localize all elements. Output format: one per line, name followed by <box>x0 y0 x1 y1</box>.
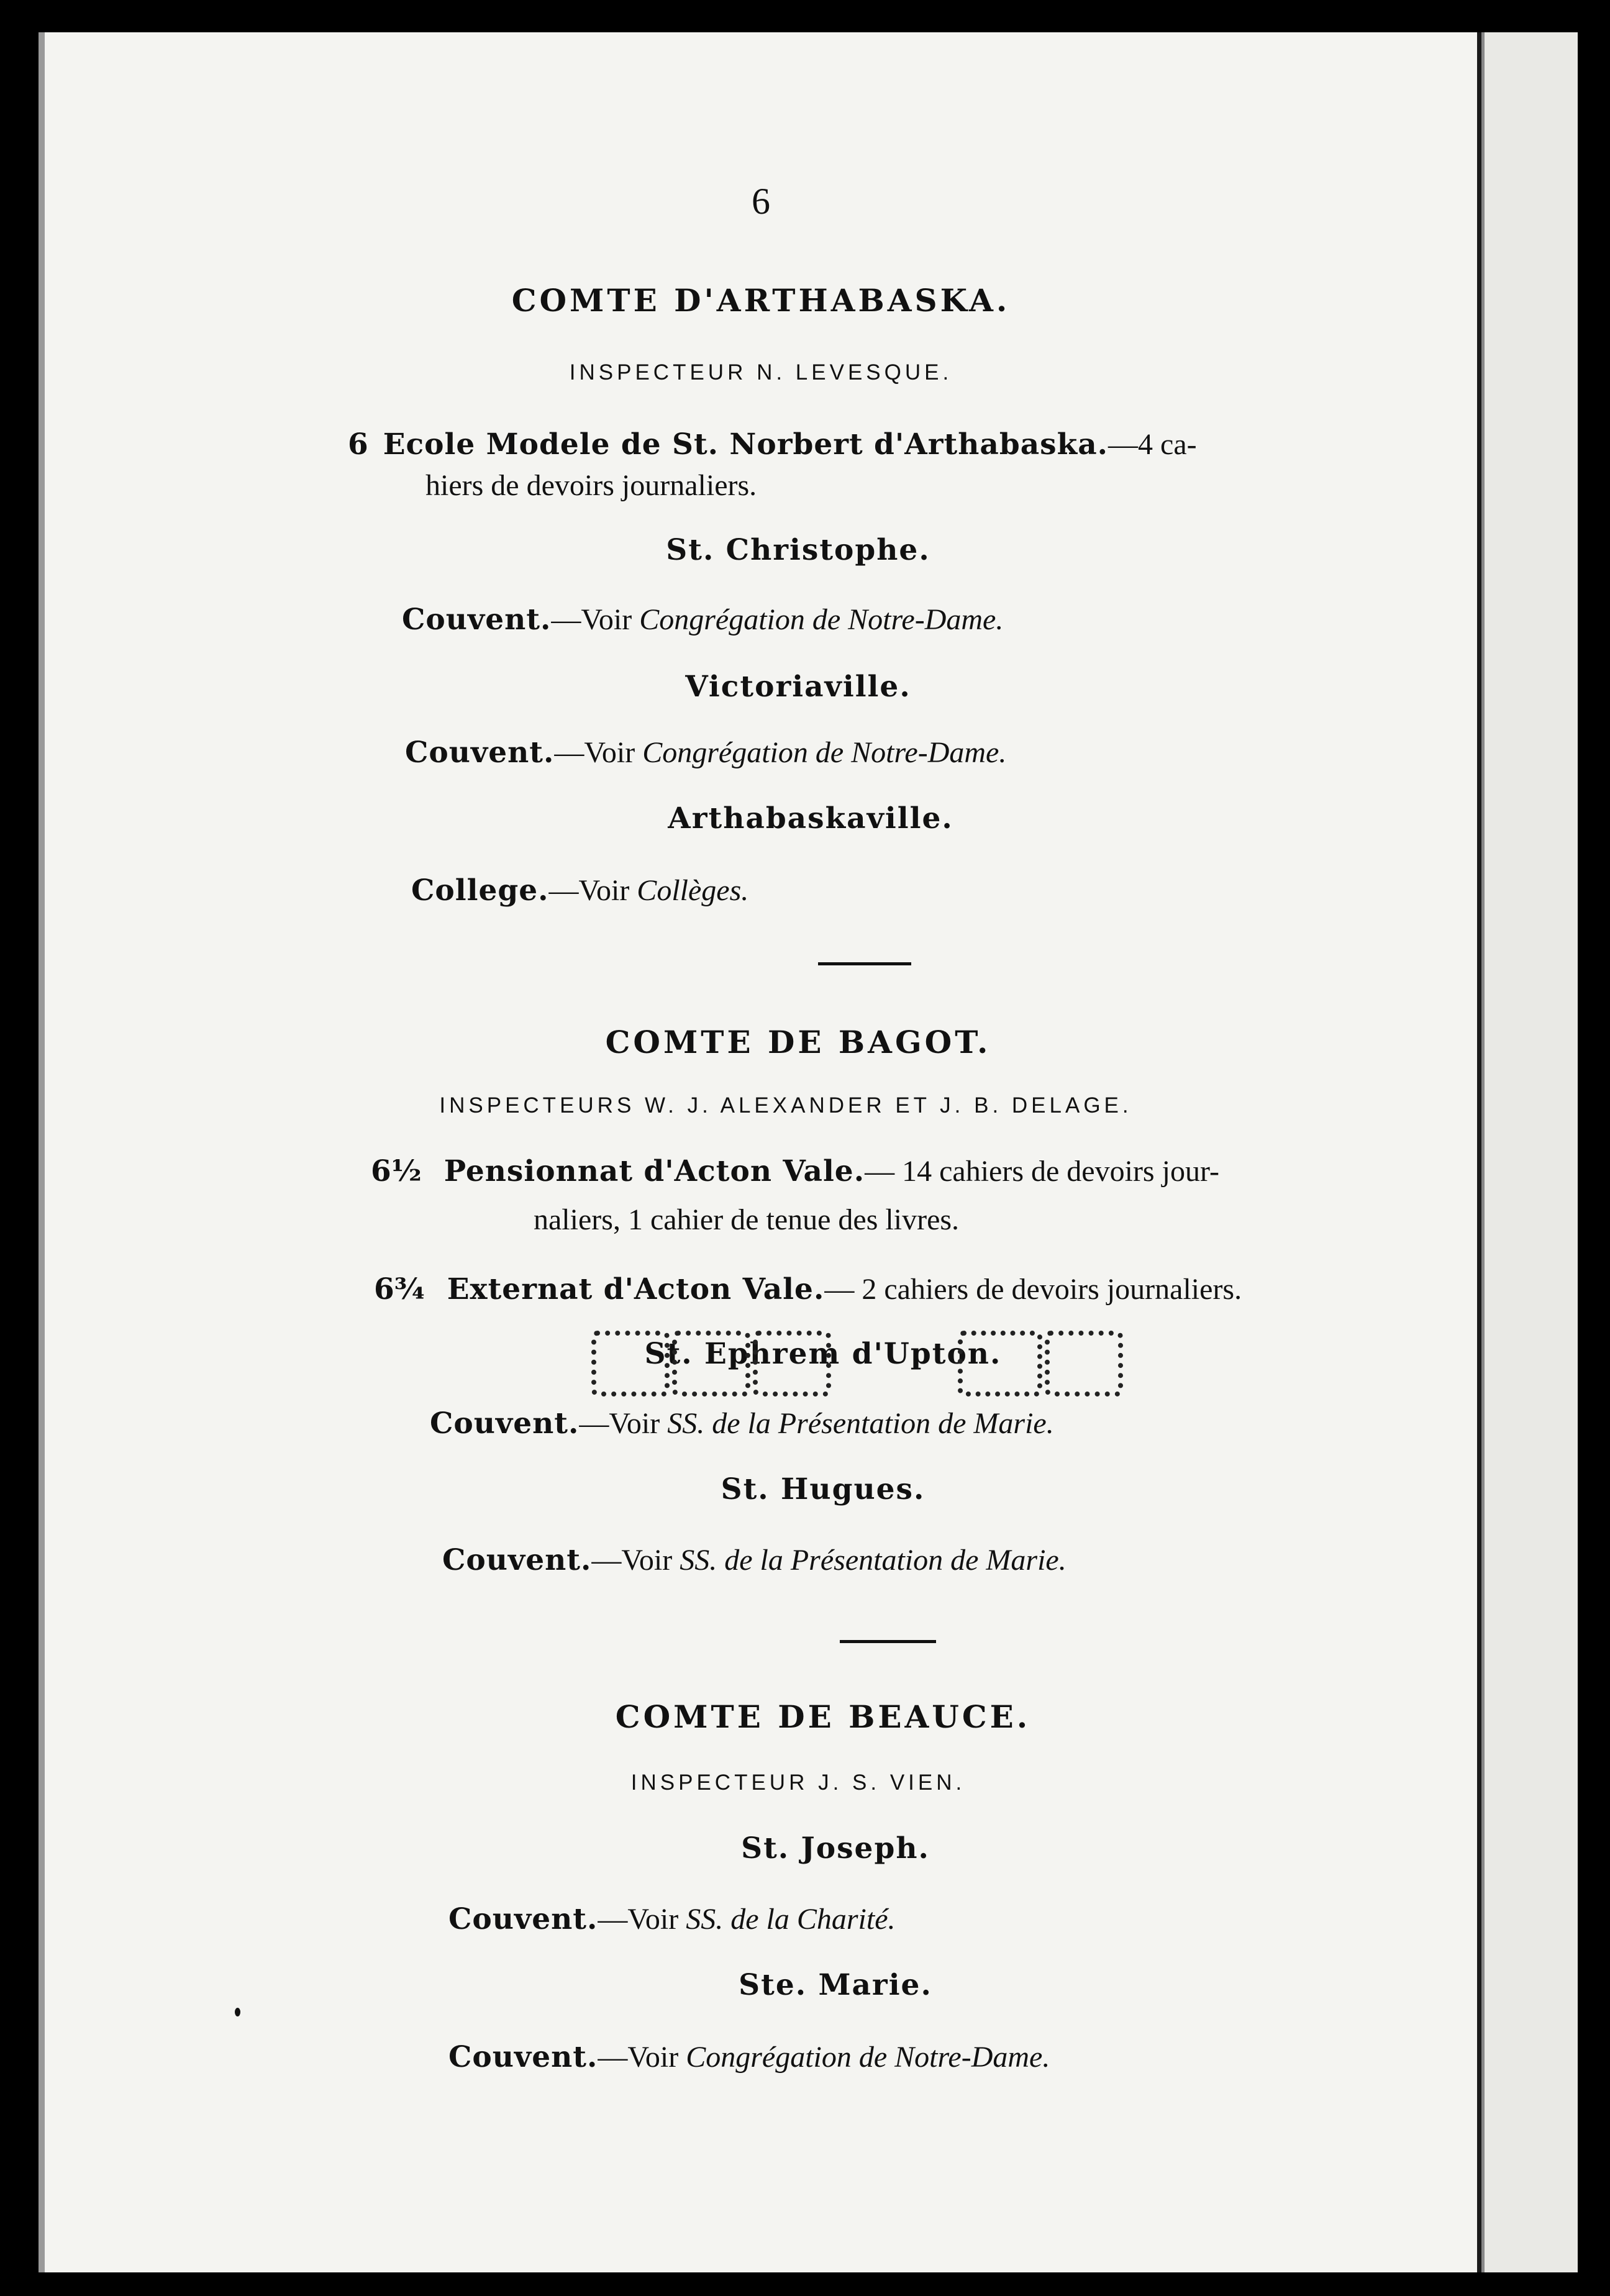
section-divider <box>840 1640 936 1643</box>
ink-speck <box>235 2008 240 2016</box>
entry-pensionnat-continuation: naliers, 1 cahier de tenue des livres. <box>534 1203 960 1236</box>
facing-page-edge <box>1481 32 1578 2272</box>
entry-number: 6½ <box>371 1154 422 1188</box>
entry-number: 6 <box>348 427 368 462</box>
entry-title: Pensionnat d'Acton Vale. <box>443 1154 865 1188</box>
entry-reference: Collèges. <box>637 874 749 907</box>
place-st-ephrem-d-upton: St. Ephrem d'Upton. <box>644 1337 1002 1371</box>
entry-pensionnat-acton-vale <box>371 1154 1219 1188</box>
entry-couvent-st-ephrem: Couvent.—Voir SS. de la Présentation de Marie. <box>430 1406 1054 1441</box>
perforation-stamp <box>753 1331 831 1396</box>
place-arthabaskaville: Arthabaskaville. <box>668 801 953 836</box>
perforation-stamp <box>1045 1331 1123 1396</box>
entry-externat-acton-vale <box>374 1272 1242 1306</box>
entry-ecole-modele <box>348 427 1197 462</box>
entry-couvent-st-hugues: Couvent.—Voir SS. de la Présentation de Marie. <box>442 1543 1067 1577</box>
entry-title: Couvent. <box>442 1543 592 1577</box>
perforation-stamp <box>591 1331 670 1396</box>
entry-title: Couvent. <box>448 1902 598 1936</box>
entry-title: Couvent. <box>405 736 555 770</box>
entry-text: — 14 cahiers de devoirs jour- <box>865 1155 1219 1188</box>
place-ste-marie: Ste. Marie. <box>739 1968 932 2002</box>
perforation-stamp <box>958 1331 1042 1396</box>
county-heading-beauce: COMTE DE BEAUCE. <box>615 1698 1031 1735</box>
place-st-joseph: St. Joseph. <box>741 1831 930 1866</box>
entry-title: Ecole Modele de St. Norbert d'Arthabaska. <box>383 427 1109 462</box>
entry-couvent-victoriaville: Couvent.—Voir Congrégation de Notre-Dame. <box>405 736 1007 770</box>
entry-title: College. <box>411 873 549 908</box>
inspector-line-beauce: INSPECTEUR J. S. VIEN. <box>630 1770 966 1795</box>
entry-reference: SS. de la Présentation de Marie. <box>667 1407 1054 1440</box>
entry-couvent-st-christophe: Couvent.—Voir Congrégation de Notre-Dame. <box>402 603 1004 637</box>
entry-text: — 2 cahiers de devoirs journaliers. <box>824 1273 1242 1306</box>
entry-college-arthabaskaville: College.—Voir Collèges. <box>411 873 749 908</box>
entry-reference: SS. de la Présentation de Marie. <box>680 1544 1067 1577</box>
place-st-hugues: St. Hugues. <box>721 1472 926 1506</box>
entry-title: Couvent. <box>448 2040 598 2074</box>
entry-reference: Congrégation de Notre-Dame. <box>642 736 1007 769</box>
perforation-stamp <box>672 1331 750 1396</box>
entry-title: Couvent. <box>430 1406 580 1441</box>
page-number: 6 <box>752 181 770 222</box>
entry-number: 6¾ <box>374 1272 425 1306</box>
entry-couvent-ste-marie: Couvent.—Voir Congrégation de Notre-Dame. <box>448 2040 1050 2074</box>
entry-title: Couvent. <box>402 603 552 637</box>
document-page <box>39 32 1477 2272</box>
place-st-christophe: St. Christophe. <box>666 533 930 567</box>
entry-text: —4 ca- <box>1108 428 1197 461</box>
county-heading-bagot: COMTE DE BAGOT. <box>605 1024 991 1060</box>
entry-couvent-st-joseph: Couvent.—Voir SS. de la Charité. <box>448 1902 896 1936</box>
place-victoriaville: Victoriaville. <box>685 670 911 704</box>
inspector-line-bagot: INSPECTEURS W. J. ALEXANDER ET J. B. DELAGE. <box>439 1093 1132 1118</box>
entry-reference: Congrégation de Notre-Dame. <box>686 2041 1050 2074</box>
inspector-line-arthabaska: INSPECTEUR N. LEVESQUE. <box>569 360 953 385</box>
section-divider <box>818 962 911 965</box>
county-heading-arthabaska: COMTE D'ARTHABASKA. <box>511 282 1011 319</box>
entry-title: Externat d'Acton Vale. <box>447 1272 825 1306</box>
entry-reference: SS. de la Charité. <box>686 1903 896 1936</box>
entry-ecole-modele-continuation: hiers de devoirs journaliers. <box>425 469 757 502</box>
entry-reference: Congrégation de Notre-Dame. <box>639 603 1004 636</box>
